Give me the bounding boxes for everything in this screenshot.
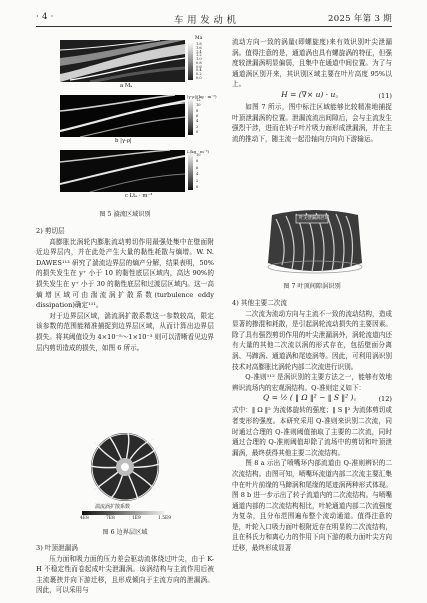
journal-title: 车 用 发 动 机	[174, 15, 237, 26]
figure-5-panel-c-label: c Ltₐ · m⁻³	[125, 193, 153, 199]
page-number: · 4 ·	[36, 12, 54, 22]
figure-5-panel-a-label: a Mₐ	[120, 83, 133, 89]
section-heading-tip-leakage: 3) 叶顶泄漏涡	[36, 544, 78, 552]
figure-6-legend-title: 湍流涡扩散系数	[95, 504, 131, 510]
colorbar-tick-label: 2	[196, 124, 199, 129]
right-column-top	[232, 37, 392, 144]
paragraph: 图 8 a 示出了喷嘴环内部流道由 Q-准则辨识的二次流结构。由图可知，喷嘴环流道内部二次流主要汇集中在叶片前缘的马蹄涡和尾缘的尾迹涡两种形式体现。图 8 b 进一步示出了转子流道内的二次流结构。与喷嘴通道内部的二次流结构相比，叶轮通道内部二次流强度为复杂，且分布范围遍布整个流动通道。值得注意的是，叶轮入口吸力面叶根附近存在明显的二次流结构，且在科氏力和离心力的作用下向下游的吸力面叶尖方向迁移，最终形成显著	[232, 459, 392, 553]
colorbar-tick-label: 12	[196, 98, 201, 102]
colorbar-tick-label: 1.6	[196, 45, 202, 50]
figure-5-panel-b-label: b |γ-ρ|	[115, 138, 132, 144]
equation-12	[232, 393, 392, 405]
colorbar-tick-label: 10	[196, 103, 201, 108]
equation-11-body: H = (∇× u) · u。	[281, 89, 343, 99]
left-column-top	[36, 226, 214, 353]
right-column-bottom	[232, 298, 392, 554]
paragraph: 压力面和吸力面的压力差会驱动流体绕过叶尖，由于 K-H 不稳定性而卷起成叶尖泄漏涡。该涡结构与主流作用后被主流裹挟并向下游迁移，且形成倾向于主流方向的泄漏涡。因此，可以采用与	[36, 554, 214, 595]
colorbar-tick-label: 1.4	[196, 49, 202, 54]
figure-5-colorbar-c	[188, 152, 193, 190]
colorbar-tick-label: 0.8	[196, 60, 202, 65]
paragraph: 式中：‖ Ω ‖² 为流体旋转的强度；‖ S ‖² 为流体剪切或者变形的强度。本研究采用 Q-准则来识别二次流，同时通过合理的 Q-准则阈值抽取了主要的二次流，同时通过合理的 Q-准则阈值却除了流场中的剪切和叶顶泄漏涡，最终获得其他主要二次流结构。	[232, 406, 392, 457]
paragraph: 高膨胀比涡轮内膨胀流动剪切作用最强处集中在壁面附近边界层内，并在此处产生大量的黏性耗散与熵增。W. N. DAWES¹¹³ 研究了湍流边界层的熵产分解，结果表明，50%的损失发生在 y⁺ 小于 10 的黏性底层区域内，高达 90%的损失发生在 y⁺ 小于 30 的黏性底层和过渡层区域内。这一高熵增区域可由湍流涡扩散系数(turbulence eddy dissipation)确定¹¹¹。	[36, 237, 214, 310]
figure-5	[60, 40, 215, 200]
equation-11	[232, 90, 392, 102]
colorbar-tick-label: 1.8	[196, 42, 202, 46]
paragraph: 如图 7 所示，图中标注区域能够比较精准地捕捉叶顶泄漏涡的位置。泄漏流流出间隙后，会与主流发生强烈干涉，进而在转子叶片吸力面形成泄漏涡，并在主流的推动下，随主流一起沿轴向方向向下游输运。	[232, 102, 392, 143]
colorbar-tick-label: 8	[196, 108, 199, 113]
colorbar-tick-label: 0.0	[196, 76, 202, 80]
paragraph: 二次流为流动方向与主流不一致的流动结构，造成显著的掺混和耗散，是引起涡轮流动损失的主要因素。除了具有强烈剪切作用的叶尖泄漏涡外，涡轮流道内还有大量的其他二次流以涡的形式存在，包括壁面分离涡、马蹄涡、通道涡和尾迹涡等。因此，可利用涡识别技术对高膨胀比涡轮内部二次流进行识别。	[232, 309, 392, 371]
figure-7-caption: 图 7 叶顶间隙涡识别	[283, 283, 341, 290]
equation-12-number: (12)	[378, 395, 392, 404]
equation-11-number: (11)	[378, 91, 392, 100]
figure-5-colorbar-b	[188, 97, 193, 135]
colorbar-tick-label: 0	[196, 130, 199, 134]
figure-5-colorbar-a	[188, 42, 193, 80]
section-heading-secondary-flow: 4) 其他主要二次流	[232, 299, 288, 307]
equation-12-body: Q = ½ ( ‖ Ω ‖² − ‖ S ‖² )。	[263, 393, 361, 403]
figure-5-panel-c	[60, 150, 185, 192]
figure-5-panel-b	[60, 95, 185, 137]
section-heading-shear-layer: 2) 剪切层	[36, 227, 65, 235]
figure-6-wheel-image	[62, 430, 188, 504]
colorbar-tick-label: 6	[196, 114, 199, 118]
figure-5-colorbar-b-title: |γ-ρ|/(kg · m⁻³)	[187, 94, 217, 99]
legend-tick-label: 4E8	[80, 516, 89, 521]
colorbar-tick-label: 4	[196, 172, 199, 177]
colorbar-tick-label: 0.2	[196, 72, 202, 77]
figure-5-colorbar-a-title: Ma	[195, 36, 203, 41]
left-column-bottom	[36, 543, 214, 596]
figure-5-colorbar-c-title: L(kg · m⁻³)	[187, 149, 210, 154]
paragraph: 对于边界层区域，湍流涡扩散系数这一参数较高，限定该参数的范围能精准捕捉到边界层区域，从而计算出边界层损失。将其阈值设为 4×10⁻⁵～1×10⁻³ 则可以清晰看见边界层内剪切造成的损失，如图 6 所示。	[36, 311, 214, 352]
legend-tick-label: 7E8	[106, 516, 115, 521]
figure-5-caption: 图 5 漩流区域识别	[99, 211, 151, 218]
issue-label: 2025 年第 3 期	[328, 14, 392, 24]
colorbar-tick-label: 1.2	[196, 53, 202, 58]
figure-7-annotation: 叶尖泄漏涡区域	[299, 216, 330, 221]
colorbar-tick-label: 6	[196, 165, 199, 170]
colorbar-tick-label: 8	[196, 159, 199, 164]
paragraph: Q-准则¹¹² 是涡识别的主要方法之一，能够有效地辨识流场内的宏观涡结构。Q-准则定义如下：	[232, 373, 392, 392]
figure-6-legend-bar	[82, 511, 164, 515]
colorbar-tick-label: 2	[196, 178, 199, 183]
colorbar-tick-label: 10	[196, 153, 201, 157]
colorbar-tick-label: 0	[196, 185, 199, 189]
legend-tick-label: 1.5E9	[158, 516, 171, 521]
colorbar-tick-label: 1.0	[196, 57, 202, 62]
colorbar-tick-label: 4	[196, 119, 199, 124]
figure-6	[62, 430, 188, 504]
figure-6-caption: 图 6 边界层区域	[102, 529, 148, 536]
legend-tick-label: 1E9	[132, 516, 141, 521]
colorbar-tick-label: 0.6	[196, 64, 202, 69]
header-rule	[36, 26, 392, 27]
colorbar-tick-label: 0.4	[196, 68, 202, 73]
paragraph: 流动方向一致的涡量(即螺旋度)来有效识别叶尖泄漏涡。值得注意的是，通道涡也具有螺旋涡的特征，但强度较泄漏涡明显偏弱，且集中在通道中间位置。为了与通道涡区别开来，其识别区域主要在叶片高度 95%以上。	[232, 38, 392, 89]
figure-5-panel-a	[60, 40, 185, 82]
